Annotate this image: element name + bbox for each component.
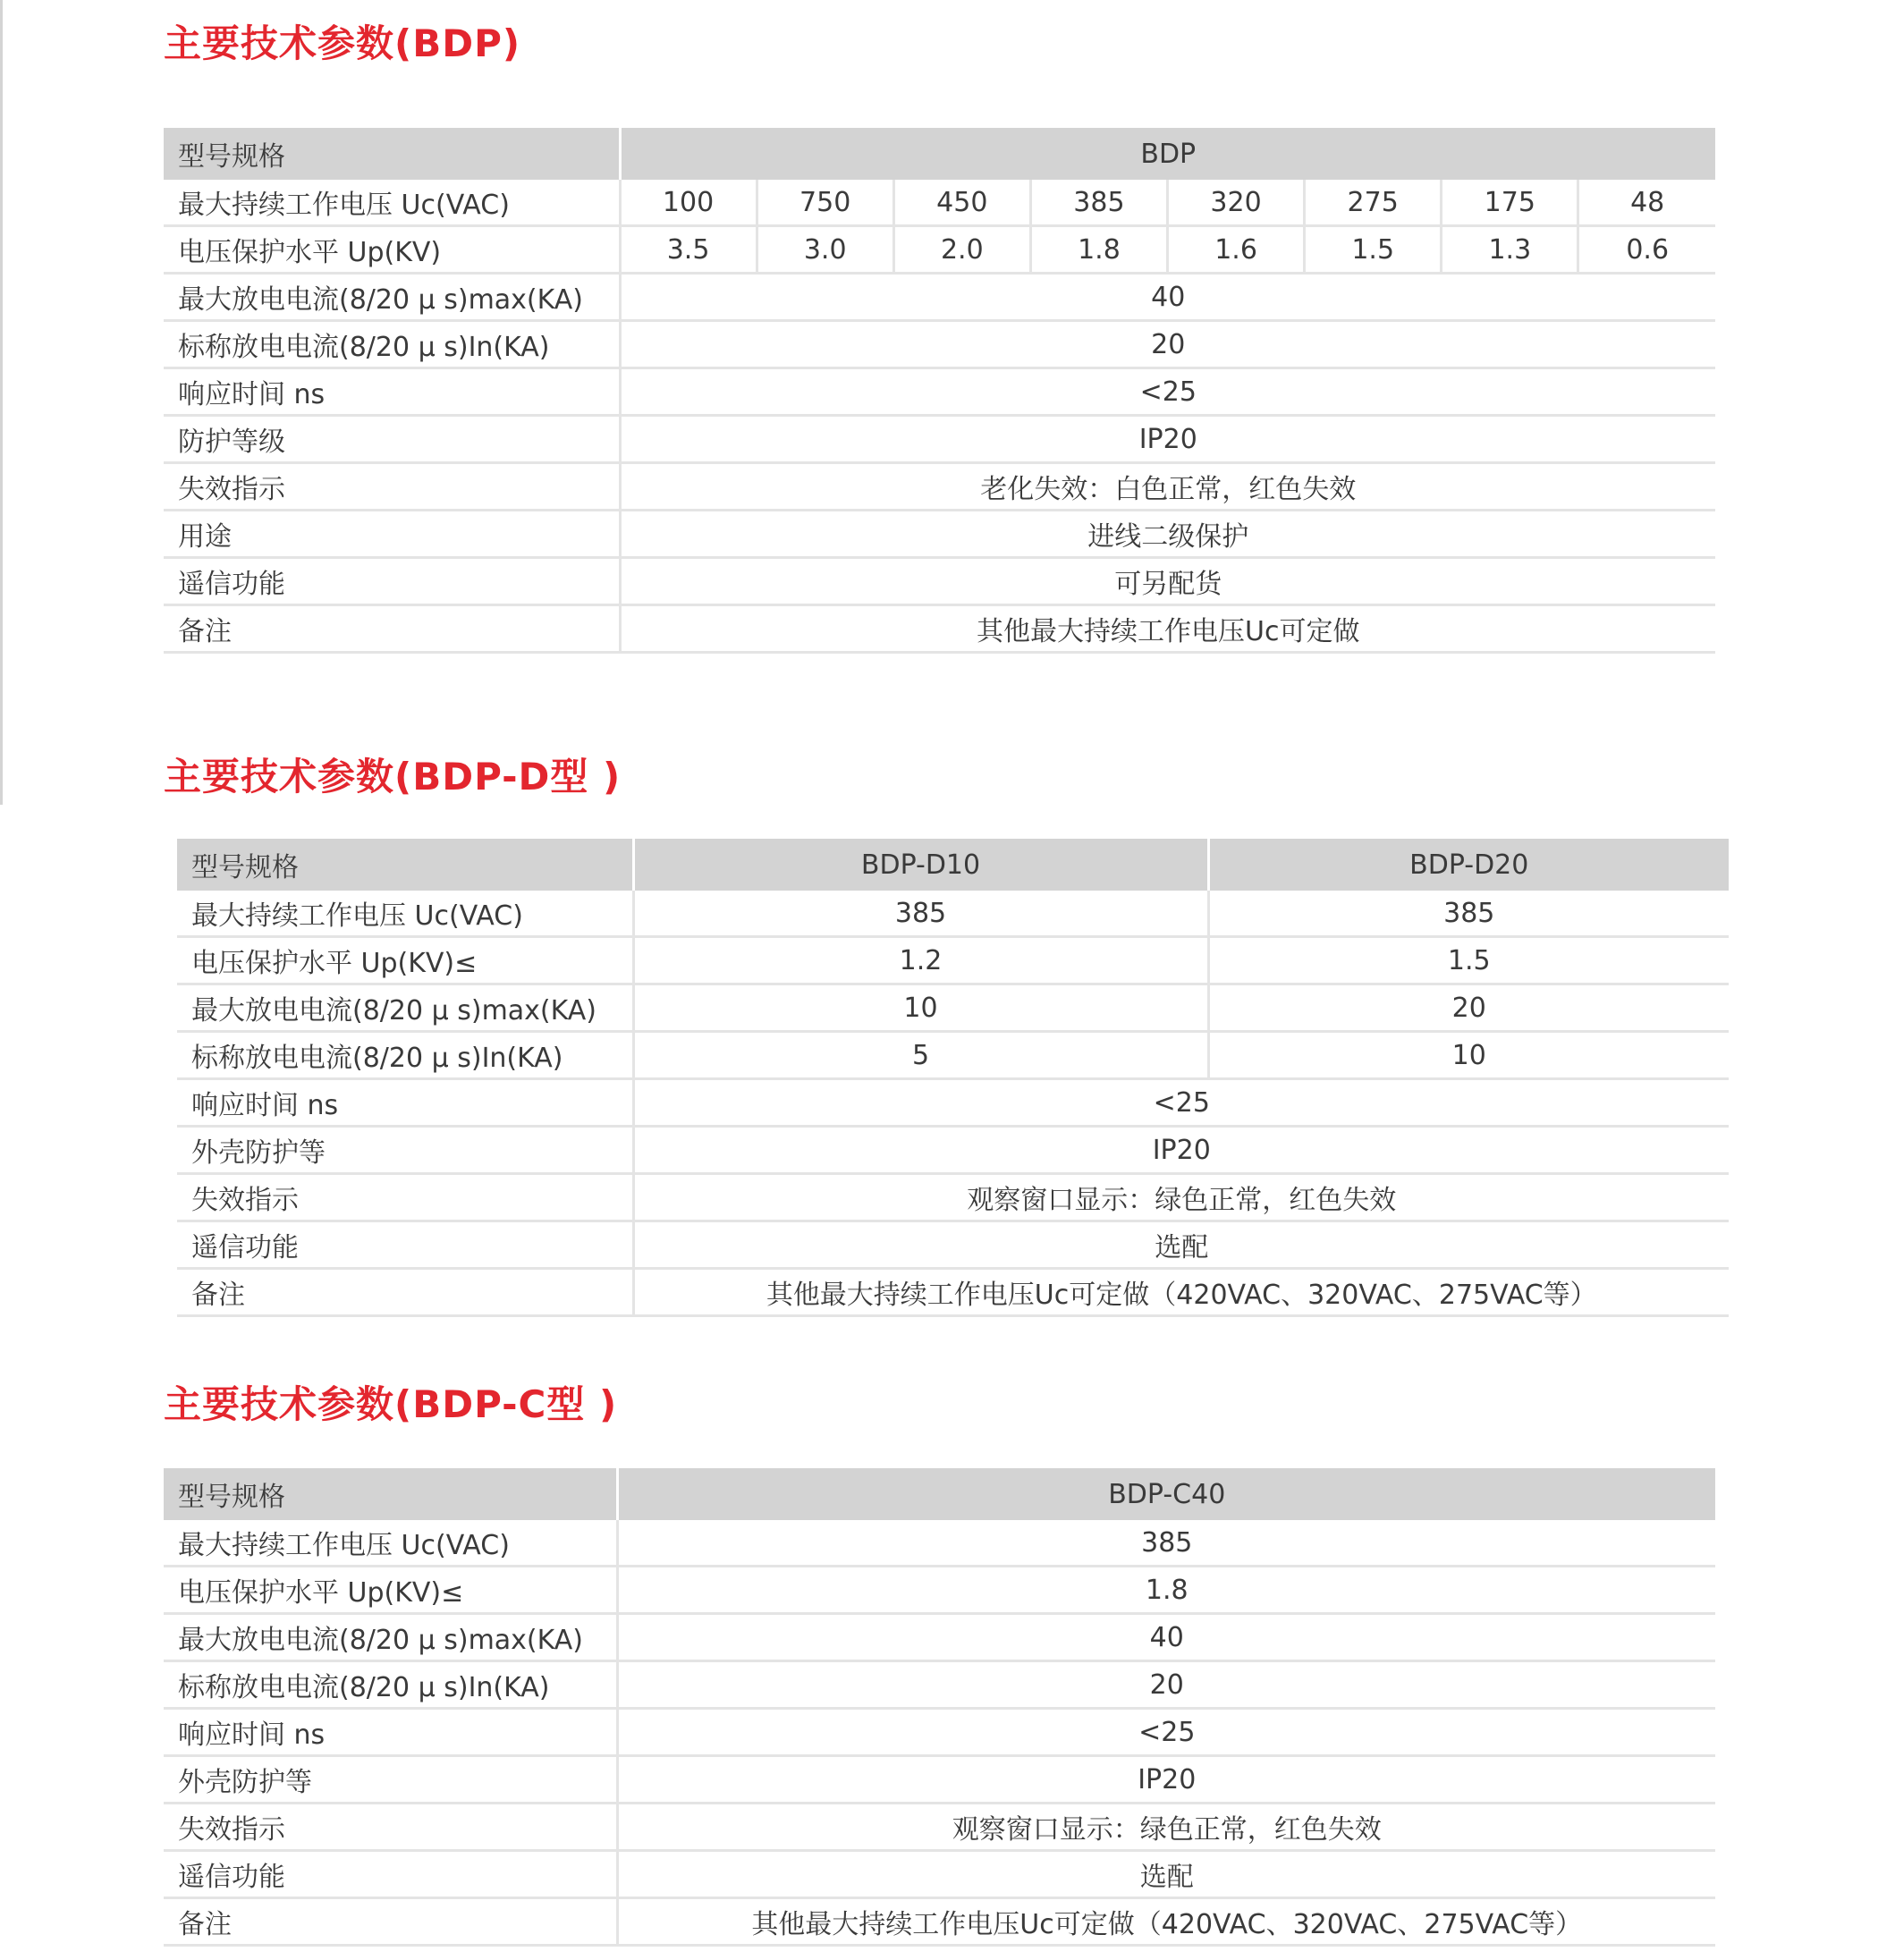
table-row — [164, 1898, 1715, 1946]
table-row — [164, 321, 1715, 368]
cell-value: 100 — [620, 180, 757, 226]
cell-value: 0.6 — [1578, 226, 1715, 274]
cell-value: 5 — [633, 1032, 1208, 1079]
cell-value: 40 — [620, 274, 1715, 321]
cell-value: 40 — [617, 1614, 1715, 1661]
spec-table-bdp-d — [177, 839, 1729, 1317]
cell-value: 3.5 — [620, 226, 757, 274]
cell-value: 48 — [1578, 180, 1715, 226]
row-label: 失效指示 — [177, 1174, 633, 1221]
row-label: 标称放电电流(8/20 μ s)In(KA) — [164, 1661, 617, 1709]
cell-value: 10 — [633, 984, 1208, 1032]
table-row — [164, 558, 1715, 605]
header-label: 型号规格 — [177, 839, 633, 891]
cell-value: <25 — [633, 1079, 1729, 1127]
cell-value: 1.3 — [1442, 226, 1578, 274]
table-row — [177, 1079, 1729, 1127]
row-label: 最大持续工作电压 Uc(VAC) — [177, 891, 633, 937]
row-label: 最大持续工作电压 Uc(VAC) — [164, 180, 620, 226]
cell-value: 1.2 — [633, 937, 1208, 984]
cell-value: 175 — [1442, 180, 1578, 226]
cell-value: 其他最大持续工作电压Uc可定做 — [620, 605, 1715, 653]
cell-value: 20 — [620, 321, 1715, 368]
cell-value: 老化失效：白色正常，红色失效 — [620, 463, 1715, 511]
row-label: 响应时间 ns — [177, 1079, 633, 1127]
cell-value: 385 — [1030, 180, 1167, 226]
cell-value: 385 — [1208, 891, 1729, 937]
row-label: 备注 — [164, 1898, 617, 1946]
cell-value: 1.5 — [1305, 226, 1442, 274]
cell-value: 385 — [633, 891, 1208, 937]
table-row — [177, 891, 1729, 937]
table-header-row — [177, 839, 1729, 891]
table-header-row — [164, 1468, 1715, 1520]
cell-value: 1.6 — [1168, 226, 1305, 274]
cell-value: 450 — [893, 180, 1030, 226]
table-row — [164, 1567, 1715, 1614]
table-header-row — [164, 128, 1715, 180]
cell-value: 1.8 — [617, 1567, 1715, 1614]
cell-value: 750 — [757, 180, 893, 226]
table-row — [177, 937, 1729, 984]
row-label: 失效指示 — [164, 1804, 617, 1851]
row-label: 防护等级 — [164, 416, 620, 463]
row-label: 遥信功能 — [177, 1221, 633, 1269]
table-row — [164, 180, 1715, 226]
table-row — [164, 1804, 1715, 1851]
row-label: 备注 — [177, 1269, 633, 1316]
cell-value: 2.0 — [893, 226, 1030, 274]
section-title-bdp-d: 主要技术参数(BDP-D型 ) — [164, 755, 622, 798]
header-label: 型号规格 — [164, 1468, 617, 1520]
section-title-bdp: 主要技术参数(BDP) — [164, 21, 521, 65]
row-label: 外壳防护等 — [164, 1756, 617, 1804]
row-label: 最大放电电流(8/20 μ s)max(KA) — [164, 274, 620, 321]
table-row — [164, 1661, 1715, 1709]
table-row — [177, 1127, 1729, 1174]
cell-value: IP20 — [620, 416, 1715, 463]
row-label: 最大放电电流(8/20 μ s)max(KA) — [164, 1614, 617, 1661]
table-row — [177, 1221, 1729, 1269]
cell-value: 其他最大持续工作电压Uc可定做（420VAC、320VAC、275VAC等） — [617, 1898, 1715, 1946]
table-row — [164, 1520, 1715, 1567]
cell-value: <25 — [620, 368, 1715, 416]
table-row — [164, 1614, 1715, 1661]
cell-value: 其他最大持续工作电压Uc可定做（420VAC、320VAC、275VAC等） — [633, 1269, 1729, 1316]
header-model: BDP — [620, 128, 1715, 180]
header-label: 型号规格 — [164, 128, 620, 180]
cell-value: 1.5 — [1208, 937, 1729, 984]
row-label: 外壳防护等 — [177, 1127, 633, 1174]
cell-value: 观察窗口显示：绿色正常，红色失效 — [617, 1804, 1715, 1851]
table-row — [164, 1709, 1715, 1756]
row-label: 最大持续工作电压 Uc(VAC) — [164, 1520, 617, 1567]
row-label: 标称放电电流(8/20 μ s)In(KA) — [164, 321, 620, 368]
row-label: 失效指示 — [164, 463, 620, 511]
table-row — [177, 1269, 1729, 1316]
cell-value: 275 — [1305, 180, 1442, 226]
row-label: 电压保护水平 Up(KV)≤ — [177, 937, 633, 984]
row-label: 响应时间 ns — [164, 1709, 617, 1756]
row-label: 用途 — [164, 511, 620, 558]
row-label: 最大放电电流(8/20 μ s)max(KA) — [177, 984, 633, 1032]
spec-table-bdp — [164, 128, 1715, 654]
table-row — [164, 511, 1715, 558]
table-row — [164, 605, 1715, 653]
row-label: 电压保护水平 Up(KV)≤ — [164, 1567, 617, 1614]
spec-table-bdp-c — [164, 1468, 1715, 1947]
table-row — [164, 368, 1715, 416]
cell-value: IP20 — [617, 1756, 1715, 1804]
row-label: 电压保护水平 Up(KV) — [164, 226, 620, 274]
header-model: BDP-D20 — [1208, 839, 1729, 891]
header-model: BDP-C40 — [617, 1468, 1715, 1520]
cell-value: 观察窗口显示：绿色正常，红色失效 — [633, 1174, 1729, 1221]
row-label: 标称放电电流(8/20 μ s)In(KA) — [177, 1032, 633, 1079]
section-title-bdp-c: 主要技术参数(BDP-C型 ) — [164, 1382, 618, 1426]
row-label: 遥信功能 — [164, 558, 620, 605]
cell-value: 选配 — [633, 1221, 1729, 1269]
table-row — [164, 463, 1715, 511]
table-row — [164, 226, 1715, 274]
cell-value: 3.0 — [757, 226, 893, 274]
cell-value: 10 — [1208, 1032, 1729, 1079]
cell-value: 20 — [617, 1661, 1715, 1709]
row-label: 备注 — [164, 605, 620, 653]
table-row — [177, 1032, 1729, 1079]
cell-value: 20 — [1208, 984, 1729, 1032]
table-row — [177, 1174, 1729, 1221]
table-row — [164, 1756, 1715, 1804]
row-label: 遥信功能 — [164, 1851, 617, 1898]
cell-value: 选配 — [617, 1851, 1715, 1898]
table-row — [164, 274, 1715, 321]
cell-value: 可另配货 — [620, 558, 1715, 605]
cell-value: 320 — [1168, 180, 1305, 226]
header-model: BDP-D10 — [633, 839, 1208, 891]
cell-value: <25 — [617, 1709, 1715, 1756]
row-label: 响应时间 ns — [164, 368, 620, 416]
cell-value: 进线二级保护 — [620, 511, 1715, 558]
table-row — [164, 416, 1715, 463]
left-edge-divider — [0, 0, 3, 805]
cell-value: IP20 — [633, 1127, 1729, 1174]
table-row — [177, 984, 1729, 1032]
table-row — [164, 1851, 1715, 1898]
cell-value: 1.8 — [1030, 226, 1167, 274]
cell-value: 385 — [617, 1520, 1715, 1567]
